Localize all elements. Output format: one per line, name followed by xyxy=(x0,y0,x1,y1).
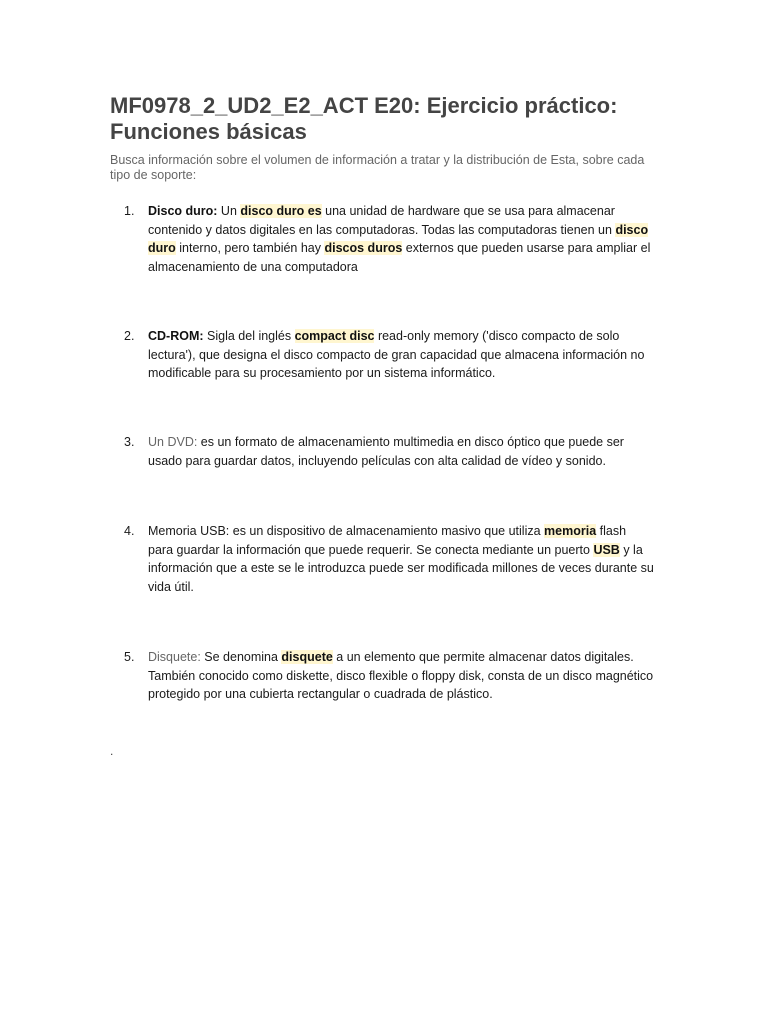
list-item-body xyxy=(148,648,654,704)
term-label: CD-ROM: xyxy=(148,329,204,343)
list-item-body xyxy=(148,327,654,383)
term-label: Disquete: xyxy=(148,650,201,664)
item-text: flash para guardar la información que puede requerir. Se conecta mediante un puerto xyxy=(148,524,627,557)
page-title: MF0978_2_UD2_E2_ACT E20: Ejercicio práctico: Funciones básicas xyxy=(110,93,618,144)
list-item-body xyxy=(148,433,654,470)
item-text: Sigla del inglés xyxy=(203,329,295,343)
item-text: interno, pero también hay xyxy=(175,241,325,255)
highlight-term: memoria xyxy=(544,524,597,538)
term-label: Memoria USB: xyxy=(148,524,230,538)
highlight-term: discos duros xyxy=(324,241,403,255)
list-item-memoria-usb xyxy=(124,522,654,596)
item-text: una unidad de hardware que se usa para almacenar contenido y datos digitales en las computadoras. Todas las computadoras tienen un xyxy=(148,204,616,237)
highlight-term: disco duro xyxy=(148,222,649,255)
list-item-number: 2. xyxy=(124,329,135,343)
item-text: es un formato de almacenamiento multimedia en disco óptico que puede ser usado para guardar datos, incluyendo películas con alta calidad de vídeo y sonido. xyxy=(148,435,624,468)
highlight-term: disco duro es xyxy=(240,204,322,218)
list-item-disco-duro xyxy=(124,202,654,276)
item-text: Se denomina xyxy=(200,650,282,664)
list-item-cd-rom xyxy=(124,327,654,383)
item-text: y la información que a este se le introduzca puede ser modificada millones de veces durante su vida útil. xyxy=(148,542,654,594)
list-item-number: 3. xyxy=(124,435,135,449)
item-text: externos que pueden usarse para ampliar el almacenamiento de una computadora xyxy=(148,241,651,274)
list-item-dvd xyxy=(124,433,654,470)
item-text: es un dispositivo de almacenamiento masivo que utiliza xyxy=(229,524,545,538)
trailing-dot: . xyxy=(110,744,114,758)
list-item-body xyxy=(148,522,654,596)
list-item-body xyxy=(148,202,654,276)
term-label: Disco duro: xyxy=(148,204,218,218)
item-text: read-only memory ('disco compacto de solo lectura'), que designa el disco compacto de gran capacidad que almacena información no modificable para su procesamiento por un sistema informático. xyxy=(148,329,645,380)
item-text: Un xyxy=(217,204,241,218)
list-item-number: 5. xyxy=(124,650,135,664)
highlight-term: disquete xyxy=(281,650,333,664)
list-item-number: 1. xyxy=(124,204,135,218)
list-item-disquete xyxy=(124,648,654,704)
highlight-term: USB xyxy=(593,542,620,557)
item-text: a un elemento que permite almacenar datos digitales. También conocido como diskette, disco flexible o floppy disk, consta de un disco magnético protegido por una cubierta rectangular o cuadrada de plástico. xyxy=(148,650,654,701)
term-label: Un DVD: xyxy=(148,435,198,449)
list-item-number: 4. xyxy=(124,524,135,538)
highlight-term: compact disc xyxy=(294,329,375,343)
intro-text: Busca información sobre el volumen de información a tratar y la distribución de Esta, sobre cada tipo de soporte: xyxy=(110,153,645,182)
